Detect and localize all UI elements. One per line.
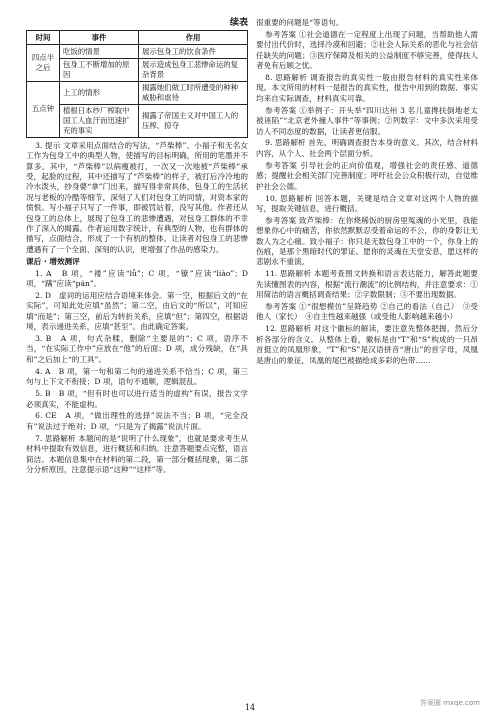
answer-q5: 5. B B 项，“但有时也可以进行适当的虚构”有误，报告文学必须真实，不能虚构。 bbox=[26, 389, 248, 409]
table-row bbox=[27, 58, 248, 81]
cell-event: 包身工不断增加的原因 bbox=[60, 58, 139, 81]
cell-effect: 展示包身工的饮食条件 bbox=[139, 45, 248, 59]
answer-q1: 1. A B 项，“褛”应读“lǚ”；C 项，“镣”应读“liào”；D 项，“蹒”应读“pán”。 bbox=[26, 268, 248, 289]
answer-q2: 2. D 虚词的运用应结合语境来体会。第一空，根据后文的“在实际”，可知此处应填“虽然”；第二空，由后文的“所以”，可知应填“而是”；第三空，前后为转折关系，应填“但”；第四空，根据语境，表示递进关系，应填“甚至”。由此确定答案。 bbox=[26, 290, 248, 332]
table-row bbox=[27, 45, 248, 59]
cell-effect: 揭露她们做工时所遭受的种种威胁和虐待 bbox=[139, 81, 248, 104]
answer-q3: 3. B A 项，句式杂糅，删除“主要是的”；C 项，语序不当，“在实际工作中”应放在“他”的后面；D 项，成分残缺，在“具和”之后加上“的工具”。 bbox=[26, 334, 248, 364]
cell-effect: 展示造成包身工悲惨命运的复杂背景 bbox=[139, 58, 248, 81]
cell-effect: 揭露了帝国主义对中国工人的压榨、掠夺 bbox=[139, 104, 248, 137]
right-column bbox=[256, 18, 478, 368]
cell-event: 吃饭的情景 bbox=[60, 45, 139, 59]
answer-q4: 4. A B 项，第一句和第二句的递进关系不恰当；C 项，第三句与上下文不衔接；D 项，语句不通顺，逻辑混乱。 bbox=[26, 366, 248, 387]
section-heading: 课后 · 增效测评 bbox=[26, 256, 80, 266]
left-column bbox=[26, 18, 248, 477]
answer-q6: 6. CE A 项，“做出理性的选择”说法不当；B 项，“完全没有”说法过于绝对；D 项，“只是为了揭露”说法片面。 bbox=[26, 411, 248, 431]
answer-12-analysis: 12. 思路解析 对这个徽标的解读，要注意先整体把握，然后分析各部分的含义。从整体上看，徽标是由“T”和“S”构成的一只昂首挺立的凤凰形象，“T”和“S”是汉语拼音“唐山”的首字母，凤凰是唐山的象征，凤凰的尾巴被描绘成多彩的色带…… bbox=[256, 324, 478, 365]
cell-time: 四点半 之后 bbox=[27, 45, 60, 82]
cell-event: 上工的情形 bbox=[60, 81, 139, 104]
table-row bbox=[27, 81, 248, 104]
cell-event: 植根日本纱厂榨取中国工人血汗而迅速扩充的事实 bbox=[60, 104, 139, 137]
answer-9-analysis: 9. 思路解析 首先，明确调查报告本身的意义。其次，结合材料内容，从个人、社会两个层面分析。 bbox=[256, 138, 478, 158]
answer-11-analysis: 11. 思路解析 本题考查图文转换和语言表达能力，解答此题要先读懂图表的内容，根据“流行潮流”的比例结构，并注意要求：①用简洁的语言概括调查结果；②字数限制；③不要出现数据。 bbox=[256, 269, 478, 300]
cell-time: 五点钟 bbox=[27, 81, 60, 137]
event-table bbox=[26, 30, 248, 137]
answer-10-analysis: 10. 思路解析 回答本题，关键是结合文章对这两个人物的描写，提取关键信息，进行概括。 bbox=[256, 193, 478, 213]
table-row bbox=[27, 104, 248, 137]
table-header-row bbox=[27, 31, 248, 45]
answer-8-reference: 参考答案 ①举例子：开头举“四川达州 3 名儿童搀扶倒地老太被诬陷”“北京老外撞人事件”等事例；②列数字：文中多次采用受访人不同态度的数据，让读者更信服。 bbox=[256, 105, 478, 136]
watermark-logo: 答案圈 mxqe.com bbox=[419, 699, 480, 707]
answer-3: 3. 提示 文章采用点面结合的写法，“芦柴棒”、小福子和无名女工作为包身工中的典型人物，使描写的目标明确，所用的笔墨并不算多。其中，“芦柴棒”以病瘦被打，一次又一次地被“芦柴棒”承受，起脸的过程，其中还描写了“芦柴棒”的样子，被打后冷冷地的冷水泼头，抄身婆“拿”门出来，描写得非常具体，包身工的生活状况与老板的冷酷等细节，深刻了人们对包身工的同情，对资本家的愤恨。写小福子只写了一件事，即被罚站着，没写其他。作者还从包身工的总体上，展现了包身工的悲惨遭遇，对包身工群体的不幸作了深入的揭露。作者运用数字统计，有典型的人物，也有群体的描写，点面结合，形成了一个有机的整体，让读者对包身工的悲惨遭遇有了一个全面、深刻的认识，更增强了作品的感染力。 bbox=[26, 140, 248, 254]
answer-9-reference: 参考答案 引导社会的正向价值观，增强社会的责任感、道德感；提醒社会相关部门完善制度；呼吁社会公众积极行动，自觉维护社会公德。 bbox=[256, 160, 478, 191]
continuation-text: 很重要的问题是“等语句。 bbox=[256, 18, 344, 27]
page-number: 14 bbox=[244, 703, 256, 712]
answer-q7: 7. 思路解析 本题问的是“说明了什么现象”，也就是要求考生从材料中提取有效信息，进行概括和归纳。注意答题要点完整，语言简洁。本题信息集中在材料的第二段，第一部分概括现象，第二部分分析原因，注意提示语“这种”“这样”等。 bbox=[26, 433, 248, 474]
answer-10-reference: 参考答案 致芦柴棒：在你烧稀饭的厨房里冤魂的小光里，我能想象你心中的痛苦，你依然默默忍受着命运的不公，你的身影让无数人为之心痛。致小福子：你只是无数包身工中的一个，你身上的伤痕，是那个黑暗时代的罪证。愿你的灵魂在天堂安息，愿这样的悲剧永不重演。 bbox=[256, 215, 478, 267]
continued-label: 续表 bbox=[229, 18, 248, 28]
header-event: 事件 bbox=[60, 31, 139, 45]
header-time: 时间 bbox=[27, 31, 60, 45]
answer-8-analysis: 8. 思路解析 调查报告的真实性一般由报告材料的真实性来体现。本文所用的材料一是报告的真实性，报告中用到的数据、事实均来自实际调查，材料真实可靠。 bbox=[256, 73, 478, 103]
answer-11-reference: 参考答案 ①“很想模仿”呈降趋势 ②自己的看法（自己） ③受他人（家长） ④自主性越来越强（或受他人影响越来越小） bbox=[256, 302, 478, 322]
header-effect: 作用 bbox=[139, 31, 248, 45]
answer-7-reference: 参考答案 ①社会道德在一定程度上出现了问题，当帮助他人需要付出代价时，选择冷漠和回避；②社会人际关系的恶化与社会信任缺失的问题；③医疗保障及相关的公益制度不够完善，使得扶人者免有后顾之忧。 bbox=[256, 29, 478, 71]
